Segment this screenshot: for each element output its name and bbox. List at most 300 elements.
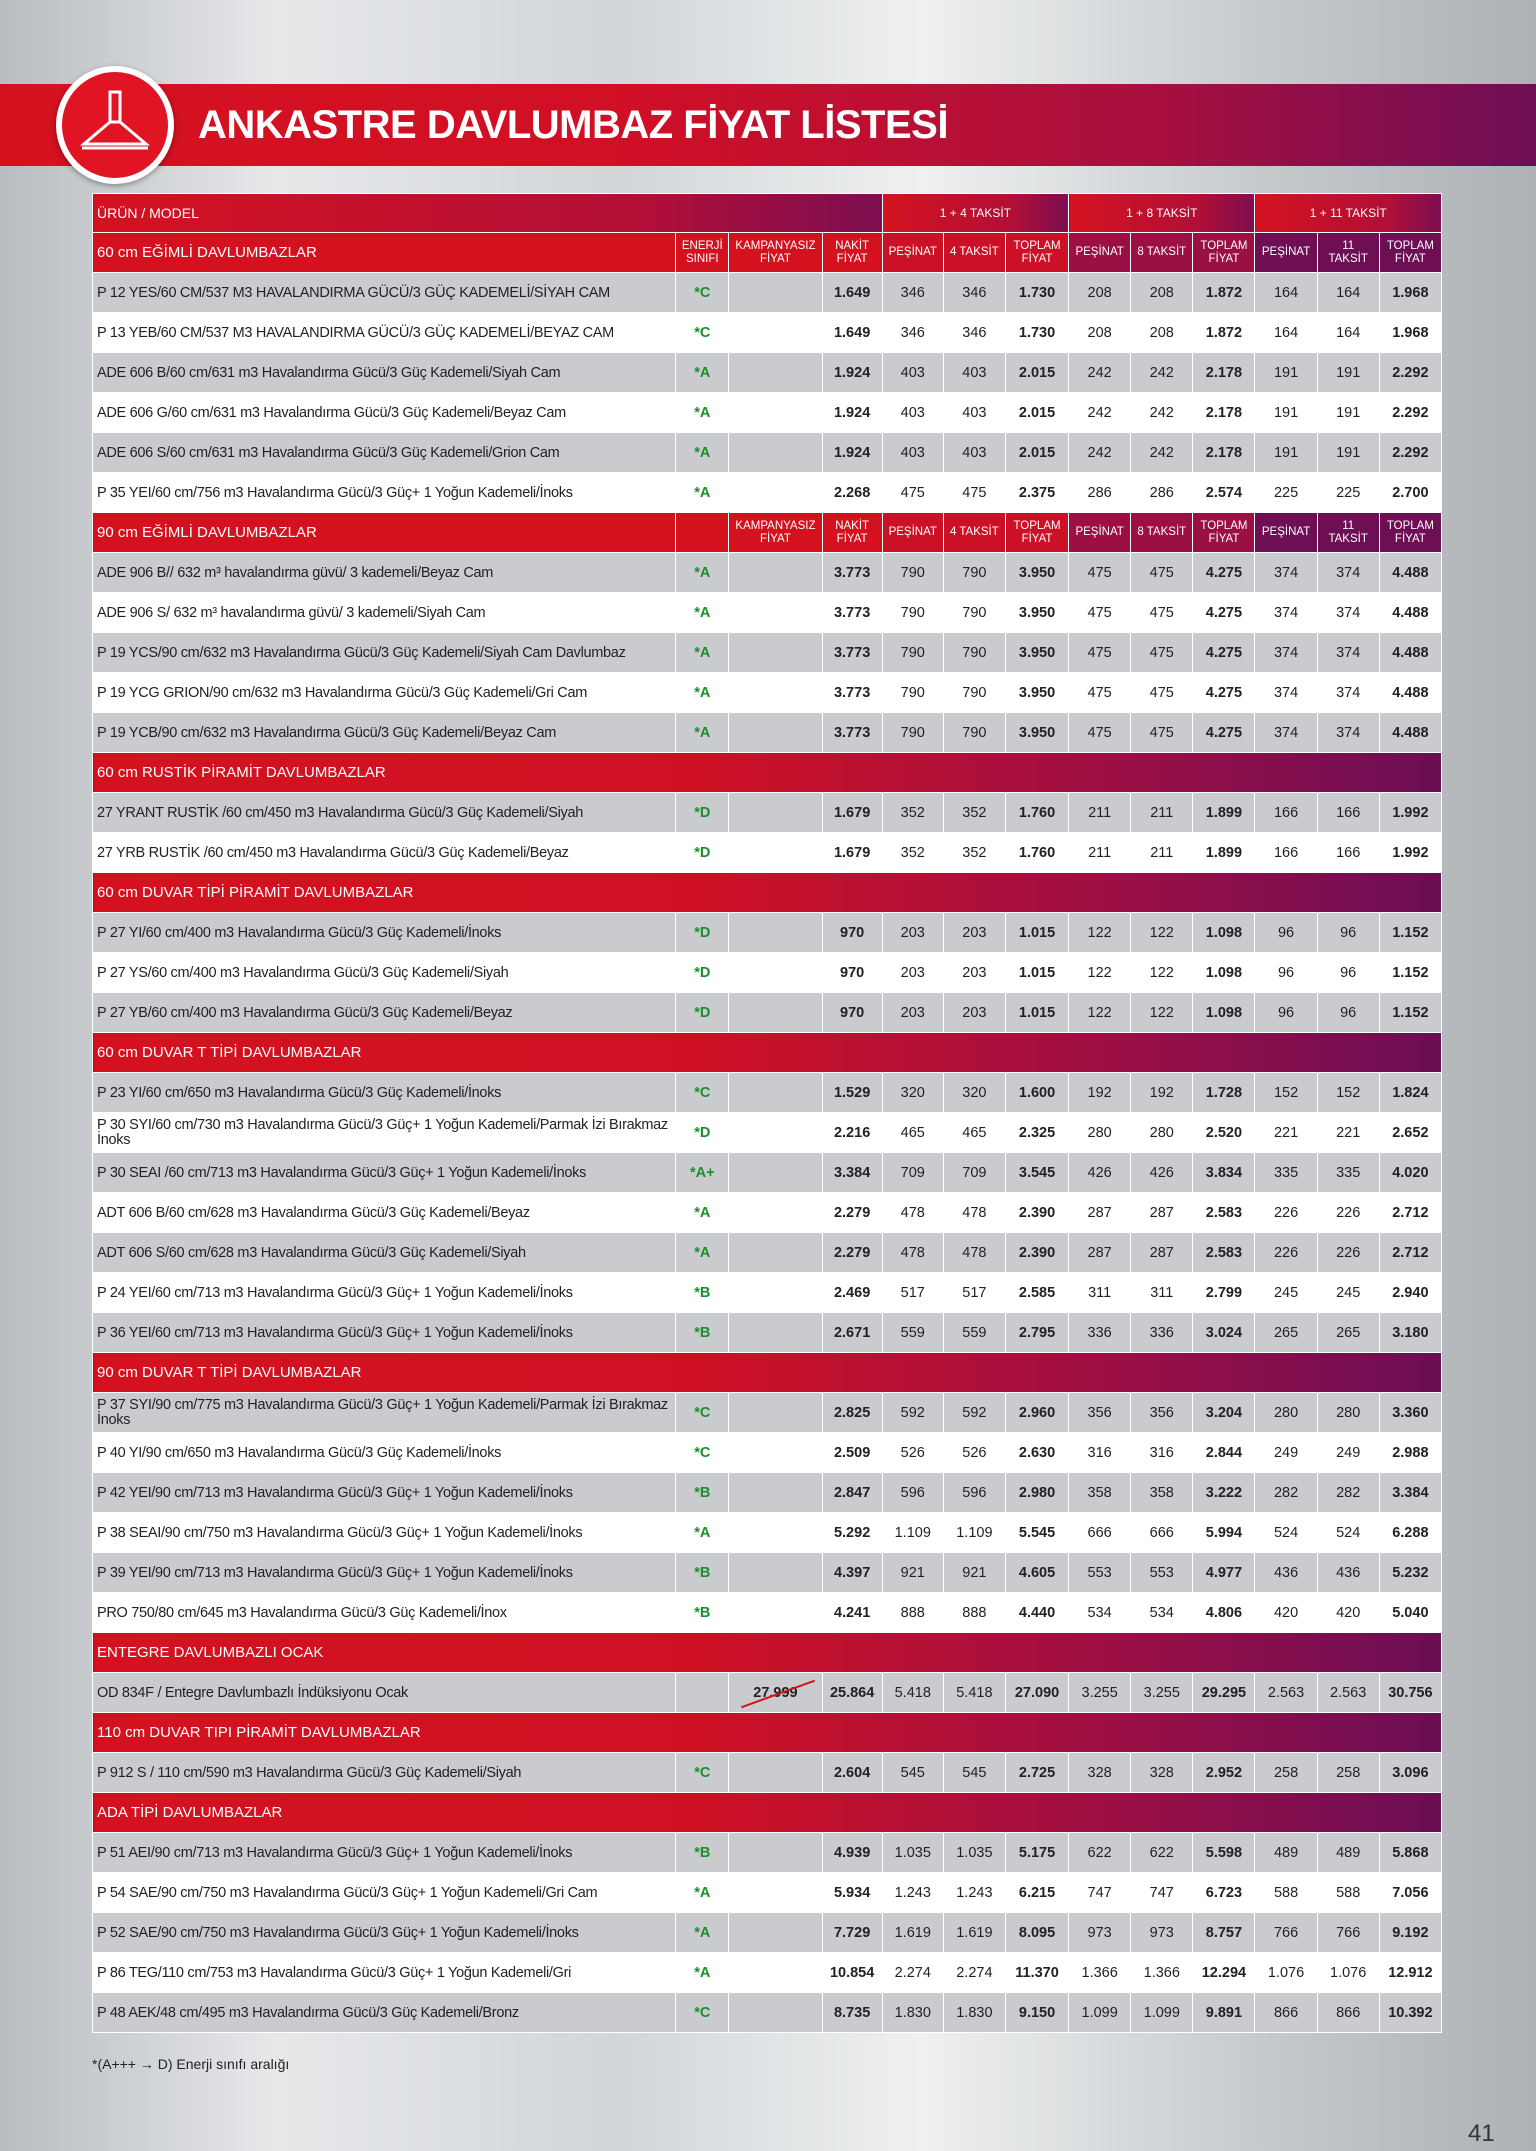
down-payment: 335: [1255, 1153, 1317, 1193]
column-header: TOPLAM FİYAT: [1005, 233, 1068, 273]
down-payment: 790: [882, 673, 943, 713]
group-1-8-header: 1 + 8 TAKSİT: [1069, 194, 1255, 233]
list-price: [729, 1513, 822, 1553]
down-payment: 475: [1069, 633, 1131, 673]
down-payment: 1.035: [882, 1833, 943, 1873]
installment: 790: [943, 633, 1005, 673]
down-payment: 475: [1069, 713, 1131, 753]
total-price: 2.520: [1193, 1113, 1255, 1153]
down-payment: 465: [882, 1113, 943, 1153]
total-price: 1.152: [1379, 953, 1441, 993]
table-row: [93, 913, 1442, 953]
down-payment: 280: [1255, 1393, 1317, 1433]
total-price: 3.180: [1379, 1313, 1441, 1353]
list-price: [729, 553, 822, 593]
down-payment: 96: [1255, 913, 1317, 953]
list-price: [729, 633, 822, 673]
cash-price: 1.649: [822, 313, 882, 353]
down-payment: 242: [1069, 353, 1131, 393]
total-price: 4.488: [1379, 553, 1441, 593]
down-payment: 790: [882, 593, 943, 633]
table-row: [93, 1913, 1442, 1953]
installment: 517: [943, 1273, 1005, 1313]
down-payment: 346: [882, 273, 943, 313]
energy-class: *B: [676, 1313, 729, 1353]
cash-price: 8.735: [822, 1993, 882, 2033]
table-row: [93, 793, 1442, 833]
product-name: P 13 YEB/60 CM/537 M3 HAVALANDIRMA GÜCÜ/3 GÜÇ KADEMELİ/BEYAZ CAM: [93, 313, 676, 353]
total-price: 1.992: [1379, 833, 1441, 873]
group-1-11-header: 1 + 11 TAKSİT: [1255, 194, 1442, 233]
table-row: [93, 553, 1442, 593]
down-payment: 374: [1255, 673, 1317, 713]
total-price: 4.488: [1379, 593, 1441, 633]
energy-class: *A: [676, 1193, 729, 1233]
section-title: 110 cm DUVAR TIPI PİRAMİT DAVLUMBAZLAR: [93, 1713, 1442, 1753]
energy-class: *A: [676, 713, 729, 753]
installment: 335: [1317, 1153, 1379, 1193]
price-table: [92, 193, 1442, 2033]
section-header: [93, 753, 1442, 793]
down-payment: 226: [1255, 1233, 1317, 1273]
installment: 221: [1317, 1113, 1379, 1153]
cash-price: 25.864: [822, 1673, 882, 1713]
product-name: P 24 YEI/60 cm/713 m3 Havalandırma Gücü/3 Güç+ 1 Yoğun Kademeli/İnoks: [93, 1273, 676, 1313]
column-header: PEŞİNAT: [1069, 513, 1131, 553]
cash-price: 2.216: [822, 1113, 882, 1153]
down-payment: 287: [1069, 1193, 1131, 1233]
section-header: [93, 513, 1442, 553]
product-name: ADE 606 G/60 cm/631 m3 Havalandırma Gücü/3 Güç Kademeli/Beyaz Cam: [93, 393, 676, 433]
energy-class: *D: [676, 793, 729, 833]
table-row: [93, 673, 1442, 713]
energy-class: *D: [676, 913, 729, 953]
installment: 226: [1317, 1193, 1379, 1233]
energy-class: *A: [676, 1873, 729, 1913]
total-price: 1.152: [1379, 913, 1441, 953]
section-title: 60 cm DUVAR T TİPİ DAVLUMBAZLAR: [93, 1033, 1442, 1073]
down-payment: 242: [1069, 393, 1131, 433]
total-price: 3.204: [1193, 1393, 1255, 1433]
installment: 1.830: [943, 1993, 1005, 2033]
down-payment: 436: [1255, 1553, 1317, 1593]
list-price: [729, 1473, 822, 1513]
energy-class: *A+: [676, 1153, 729, 1193]
total-price: 2.585: [1005, 1273, 1068, 1313]
total-price: 4.440: [1005, 1593, 1068, 1633]
down-payment: 96: [1255, 953, 1317, 993]
down-payment: 973: [1069, 1913, 1131, 1953]
energy-class: *B: [676, 1273, 729, 1313]
installment: 403: [943, 393, 1005, 433]
total-price: 4.275: [1193, 553, 1255, 593]
list-price: [729, 1113, 822, 1153]
total-price: 1.600: [1005, 1073, 1068, 1113]
product-name: P 39 YEI/90 cm/713 m3 Havalandırma Gücü/3 Güç+ 1 Yoğun Kademeli/İnoks: [93, 1553, 676, 1593]
installment: 2.563: [1317, 1673, 1379, 1713]
total-price: 9.891: [1193, 1993, 1255, 2033]
installment: 465: [943, 1113, 1005, 1153]
installment: 311: [1131, 1273, 1193, 1313]
cash-price: 3.773: [822, 593, 882, 633]
group-1-4-header: 1 + 4 TAKSİT: [882, 194, 1068, 233]
cash-price: 2.847: [822, 1473, 882, 1513]
cash-price: 1.924: [822, 353, 882, 393]
total-price: 2.574: [1193, 473, 1255, 513]
total-price: 1.872: [1193, 273, 1255, 313]
total-price: 1.992: [1379, 793, 1441, 833]
cash-price: 1.924: [822, 433, 882, 473]
product-name: 27 YRB RUSTİK /60 cm/450 m3 Havalandırma Gücü/3 Güç Kademeli/Beyaz: [93, 833, 676, 873]
installment: 526: [943, 1433, 1005, 1473]
column-header: PEŞİNAT: [1069, 233, 1131, 273]
section-title: 60 cm DUVAR TİPİ PİRAMİT DAVLUMBAZLAR: [93, 873, 1442, 913]
table-row: [93, 593, 1442, 633]
total-price: 2.583: [1193, 1233, 1255, 1273]
total-price: 29.295: [1193, 1673, 1255, 1713]
page-number: 41: [1468, 2120, 1495, 2147]
table-header-row: [93, 194, 1442, 233]
total-price: 1.015: [1005, 953, 1068, 993]
cash-price: 4.397: [822, 1553, 882, 1593]
down-payment: 191: [1255, 353, 1317, 393]
section-header: [93, 873, 1442, 913]
total-price: 10.392: [1379, 1993, 1441, 2033]
product-name: P 42 YEI/90 cm/713 m3 Havalandırma Gücü/3 Güç+ 1 Yoğun Kademeli/İnoks: [93, 1473, 676, 1513]
total-price: 2.844: [1193, 1433, 1255, 1473]
list-price: [729, 1313, 822, 1353]
section-header: [93, 233, 1442, 273]
down-payment: 211: [1069, 793, 1131, 833]
installment: 352: [943, 793, 1005, 833]
down-payment: 559: [882, 1313, 943, 1353]
down-payment: 258: [1255, 1753, 1317, 1793]
down-payment: 208: [1069, 313, 1131, 353]
down-payment: 316: [1069, 1433, 1131, 1473]
total-price: 3.950: [1005, 593, 1068, 633]
installment: 280: [1131, 1113, 1193, 1153]
list-price: [729, 393, 822, 433]
cash-price: 3.773: [822, 633, 882, 673]
total-price: 5.040: [1379, 1593, 1441, 1633]
down-payment: 426: [1069, 1153, 1131, 1193]
down-payment: 374: [1255, 593, 1317, 633]
installment: 287: [1131, 1233, 1193, 1273]
total-price: 4.605: [1005, 1553, 1068, 1593]
installment: 245: [1317, 1273, 1379, 1313]
installment: 122: [1131, 913, 1193, 953]
total-price: 5.232: [1379, 1553, 1441, 1593]
installment: 426: [1131, 1153, 1193, 1193]
energy-class: *C: [676, 1433, 729, 1473]
installment: 265: [1317, 1313, 1379, 1353]
product-name: P 912 S / 110 cm/590 m3 Havalandırma Gücü/3 Güç Kademeli/Siyah: [93, 1753, 676, 1793]
column-header: 4 TAKSİT: [943, 513, 1005, 553]
installment: 403: [943, 433, 1005, 473]
section-title: ADA TİPİ DAVLUMBAZLAR: [93, 1793, 1442, 1833]
list-price: [729, 993, 822, 1033]
total-price: 2.952: [1193, 1753, 1255, 1793]
down-payment: 790: [882, 713, 943, 753]
down-payment: 1.076: [1255, 1953, 1317, 1993]
down-payment: 320: [882, 1073, 943, 1113]
product-name: P 19 YCB/90 cm/632 m3 Havalandırma Gücü/3 Güç Kademeli/Beyaz Cam: [93, 713, 676, 753]
title-banner: [0, 84, 1536, 166]
column-header: TOPLAM FİYAT: [1379, 233, 1441, 273]
down-payment: 358: [1069, 1473, 1131, 1513]
table-row: [93, 1233, 1442, 1273]
cash-price: 5.934: [822, 1873, 882, 1913]
product-name: P 27 YI/60 cm/400 m3 Havalandırma Gücü/3 Güç Kademeli/İnoks: [93, 913, 676, 953]
down-payment: 203: [882, 993, 943, 1033]
down-payment: 517: [882, 1273, 943, 1313]
section-header: [93, 1353, 1442, 1393]
total-price: 4.275: [1193, 593, 1255, 633]
product-name: P 27 YB/60 cm/400 m3 Havalandırma Gücü/3 Güç Kademeli/Beyaz: [93, 993, 676, 1033]
total-price: 2.178: [1193, 393, 1255, 433]
total-price: 2.712: [1379, 1233, 1441, 1273]
down-payment: 553: [1069, 1553, 1131, 1593]
product-name: ADE 906 B// 632 m³ havalandırma güvü/ 3 kademeli/Beyaz Cam: [93, 553, 676, 593]
down-payment: 249: [1255, 1433, 1317, 1473]
total-price: 3.222: [1193, 1473, 1255, 1513]
column-header: PEŞİNAT: [882, 233, 943, 273]
energy-class: *A: [676, 673, 729, 713]
installment: 1.099: [1131, 1993, 1193, 2033]
total-price: 2.292: [1379, 433, 1441, 473]
product-name: P 51 AEI/90 cm/713 m3 Havalandırma Gücü/3 Güç+ 1 Yoğun Kademeli/İnoks: [93, 1833, 676, 1873]
down-payment: 245: [1255, 1273, 1317, 1313]
product-name: P 38 SEAI/90 cm/750 m3 Havalandırma Gücü/3 Güç+ 1 Yoğun Kademeli/İnoks: [93, 1513, 676, 1553]
table-row: [93, 1113, 1442, 1153]
section-header: [93, 1033, 1442, 1073]
list-price: [729, 1833, 822, 1873]
energy-class: *A: [676, 1513, 729, 1553]
down-payment: 790: [882, 553, 943, 593]
installment: 1.366: [1131, 1953, 1193, 1993]
installment: 191: [1317, 433, 1379, 473]
energy-class: *C: [676, 273, 729, 313]
installment: 592: [943, 1393, 1005, 1433]
installment: 524: [1317, 1513, 1379, 1553]
installment: 192: [1131, 1073, 1193, 1113]
energy-class: [676, 1673, 729, 1713]
down-payment: 166: [1255, 793, 1317, 833]
table-row: [93, 953, 1442, 993]
cash-price: 3.773: [822, 673, 882, 713]
cash-price: 1.529: [822, 1073, 882, 1113]
list-price: [729, 1593, 822, 1633]
energy-class: *A: [676, 1913, 729, 1953]
down-payment: 225: [1255, 473, 1317, 513]
total-price: 1.730: [1005, 313, 1068, 353]
installment: 403: [943, 353, 1005, 393]
total-price: 4.488: [1379, 673, 1441, 713]
list-price: [729, 793, 822, 833]
range-hood-icon: [56, 66, 174, 184]
down-payment: 709: [882, 1153, 943, 1193]
total-price: 2.652: [1379, 1113, 1441, 1153]
cash-price: 1.679: [822, 793, 882, 833]
installment: 282: [1317, 1473, 1379, 1513]
down-payment: 280: [1069, 1113, 1131, 1153]
energy-class: *C: [676, 1073, 729, 1113]
total-price: 1.098: [1193, 953, 1255, 993]
energy-class: *D: [676, 1113, 729, 1153]
energy-class: *B: [676, 1553, 729, 1593]
installment: 96: [1317, 953, 1379, 993]
down-payment: 1.243: [882, 1873, 943, 1913]
column-header: KAMPANYASIZ FİYAT: [729, 513, 822, 553]
installment: 316: [1131, 1433, 1193, 1473]
down-payment: 921: [882, 1553, 943, 1593]
list-price: [729, 953, 822, 993]
total-price: 2.583: [1193, 1193, 1255, 1233]
column-header: TOPLAM FİYAT: [1005, 513, 1068, 553]
cash-price: 2.268: [822, 473, 882, 513]
table-row: [93, 1473, 1442, 1513]
installment: 164: [1317, 273, 1379, 313]
installment: 122: [1131, 993, 1193, 1033]
total-price: 5.994: [1193, 1513, 1255, 1553]
column-header: PEŞİNAT: [1255, 513, 1317, 553]
table-row: [93, 1393, 1442, 1433]
installment: 3.255: [1131, 1673, 1193, 1713]
installment: 888: [943, 1593, 1005, 1633]
table-row: [93, 633, 1442, 673]
down-payment: 122: [1069, 913, 1131, 953]
installment: 559: [943, 1313, 1005, 1353]
cash-price: 2.279: [822, 1193, 882, 1233]
total-price: 2.325: [1005, 1113, 1068, 1153]
down-payment: 221: [1255, 1113, 1317, 1153]
table-row: [93, 993, 1442, 1033]
total-price: 7.056: [1379, 1873, 1441, 1913]
energy-class: *A: [676, 1953, 729, 1993]
cash-price: 1.679: [822, 833, 882, 873]
table-row: [93, 1433, 1442, 1473]
down-payment: 2.274: [882, 1953, 943, 1993]
total-price: 5.598: [1193, 1833, 1255, 1873]
total-price: 2.980: [1005, 1473, 1068, 1513]
column-header: 8 TAKSİT: [1131, 233, 1193, 273]
down-payment: 1.830: [882, 1993, 943, 2033]
energy-class: *A: [676, 633, 729, 673]
installment: 766: [1317, 1913, 1379, 1953]
product-name: P 54 SAE/90 cm/750 m3 Havalandırma Gücü/3 Güç+ 1 Yoğun Kademeli/Gri Cam: [93, 1873, 676, 1913]
cash-price: 2.279: [822, 1233, 882, 1273]
total-price: 2.795: [1005, 1313, 1068, 1353]
installment: 5.418: [943, 1673, 1005, 1713]
table-row: [93, 1073, 1442, 1113]
total-price: 3.950: [1005, 673, 1068, 713]
down-payment: 287: [1069, 1233, 1131, 1273]
list-price: [729, 1273, 822, 1313]
total-price: 6.215: [1005, 1873, 1068, 1913]
installment: 164: [1317, 313, 1379, 353]
installment: 553: [1131, 1553, 1193, 1593]
total-price: 4.488: [1379, 633, 1441, 673]
total-price: 4.977: [1193, 1553, 1255, 1593]
down-payment: 282: [1255, 1473, 1317, 1513]
table-row: [93, 1153, 1442, 1193]
installment: 96: [1317, 993, 1379, 1033]
product-name: P 37 SYI/90 cm/775 m3 Havalandırma Gücü/3 Güç+ 1 Yoğun Kademeli/Parmak İzi Bırakmaz İnoks: [93, 1393, 676, 1433]
column-header: PEŞİNAT: [882, 513, 943, 553]
energy-class: *D: [676, 833, 729, 873]
total-price: 8.757: [1193, 1913, 1255, 1953]
list-price: [729, 1433, 822, 1473]
column-header: [676, 513, 729, 553]
installment: 588: [1317, 1873, 1379, 1913]
down-payment: 191: [1255, 393, 1317, 433]
total-price: 11.370: [1005, 1953, 1068, 1993]
cash-price: 1.924: [822, 393, 882, 433]
energy-class: *B: [676, 1473, 729, 1513]
table-row: [93, 833, 1442, 873]
list-price: [729, 313, 822, 353]
down-payment: 475: [1069, 673, 1131, 713]
installment: 622: [1131, 1833, 1193, 1873]
installment: 356: [1131, 1393, 1193, 1433]
energy-class: *C: [676, 1753, 729, 1793]
total-price: 2.960: [1005, 1393, 1068, 1433]
down-payment: 191: [1255, 433, 1317, 473]
list-price: [729, 1953, 822, 1993]
installment: 709: [943, 1153, 1005, 1193]
down-payment: 242: [1069, 433, 1131, 473]
table-row: [93, 1753, 1442, 1793]
down-payment: 336: [1069, 1313, 1131, 1353]
installment: 1.076: [1317, 1953, 1379, 1993]
total-price: 2.700: [1379, 473, 1441, 513]
installment: 242: [1131, 433, 1193, 473]
list-price: [729, 1193, 822, 1233]
installment: 280: [1317, 1393, 1379, 1433]
product-name: P 30 SYI/60 cm/730 m3 Havalandırma Gücü/3 Güç+ 1 Yoğun Kademeli/Parmak İzi Bırakmaz İnoks: [93, 1113, 676, 1153]
product-name: P 30 SEAI /60 cm/713 m3 Havalandırma Gücü/3 Güç+ 1 Yoğun Kademeli/İnoks: [93, 1153, 676, 1193]
total-price: 3.360: [1379, 1393, 1441, 1433]
down-payment: 122: [1069, 953, 1131, 993]
list-price: [729, 273, 822, 313]
table-row: [93, 1553, 1442, 1593]
section-title: 60 cm EĞİMLİ DAVLUMBAZLAR: [93, 233, 676, 273]
installment: 152: [1317, 1073, 1379, 1113]
down-payment: 403: [882, 393, 943, 433]
down-payment: 122: [1069, 993, 1131, 1033]
cash-price: 2.825: [822, 1393, 882, 1433]
product-name: P 52 SAE/90 cm/750 m3 Havalandırma Gücü/3 Güç+ 1 Yoğun Kademeli/İnoks: [93, 1913, 676, 1953]
energy-footnote: *(A+++ → D) Enerji sınıfı aralığı: [92, 2056, 290, 2072]
table-row: [93, 1513, 1442, 1553]
energy-class: *A: [676, 393, 729, 433]
cash-price: 7.729: [822, 1913, 882, 1953]
list-price: [729, 713, 822, 753]
installment: 203: [943, 993, 1005, 1033]
column-header: KAMPANYASIZ FİYAT: [729, 233, 822, 273]
section-header: [93, 1713, 1442, 1753]
product-name: P 19 YCG GRION/90 cm/632 m3 Havalandırma Gücü/3 Güç Kademeli/Gri Cam: [93, 673, 676, 713]
list-price: [729, 473, 822, 513]
down-payment: 592: [882, 1393, 943, 1433]
installment: 921: [943, 1553, 1005, 1593]
installment: 747: [1131, 1873, 1193, 1913]
total-price: 1.760: [1005, 833, 1068, 873]
column-header: TOPLAM FİYAT: [1379, 513, 1441, 553]
table-row: [93, 1313, 1442, 1353]
total-price: 3.384: [1379, 1473, 1441, 1513]
section-title: ENTEGRE DAVLUMBAZLI OCAK: [93, 1633, 1442, 1673]
